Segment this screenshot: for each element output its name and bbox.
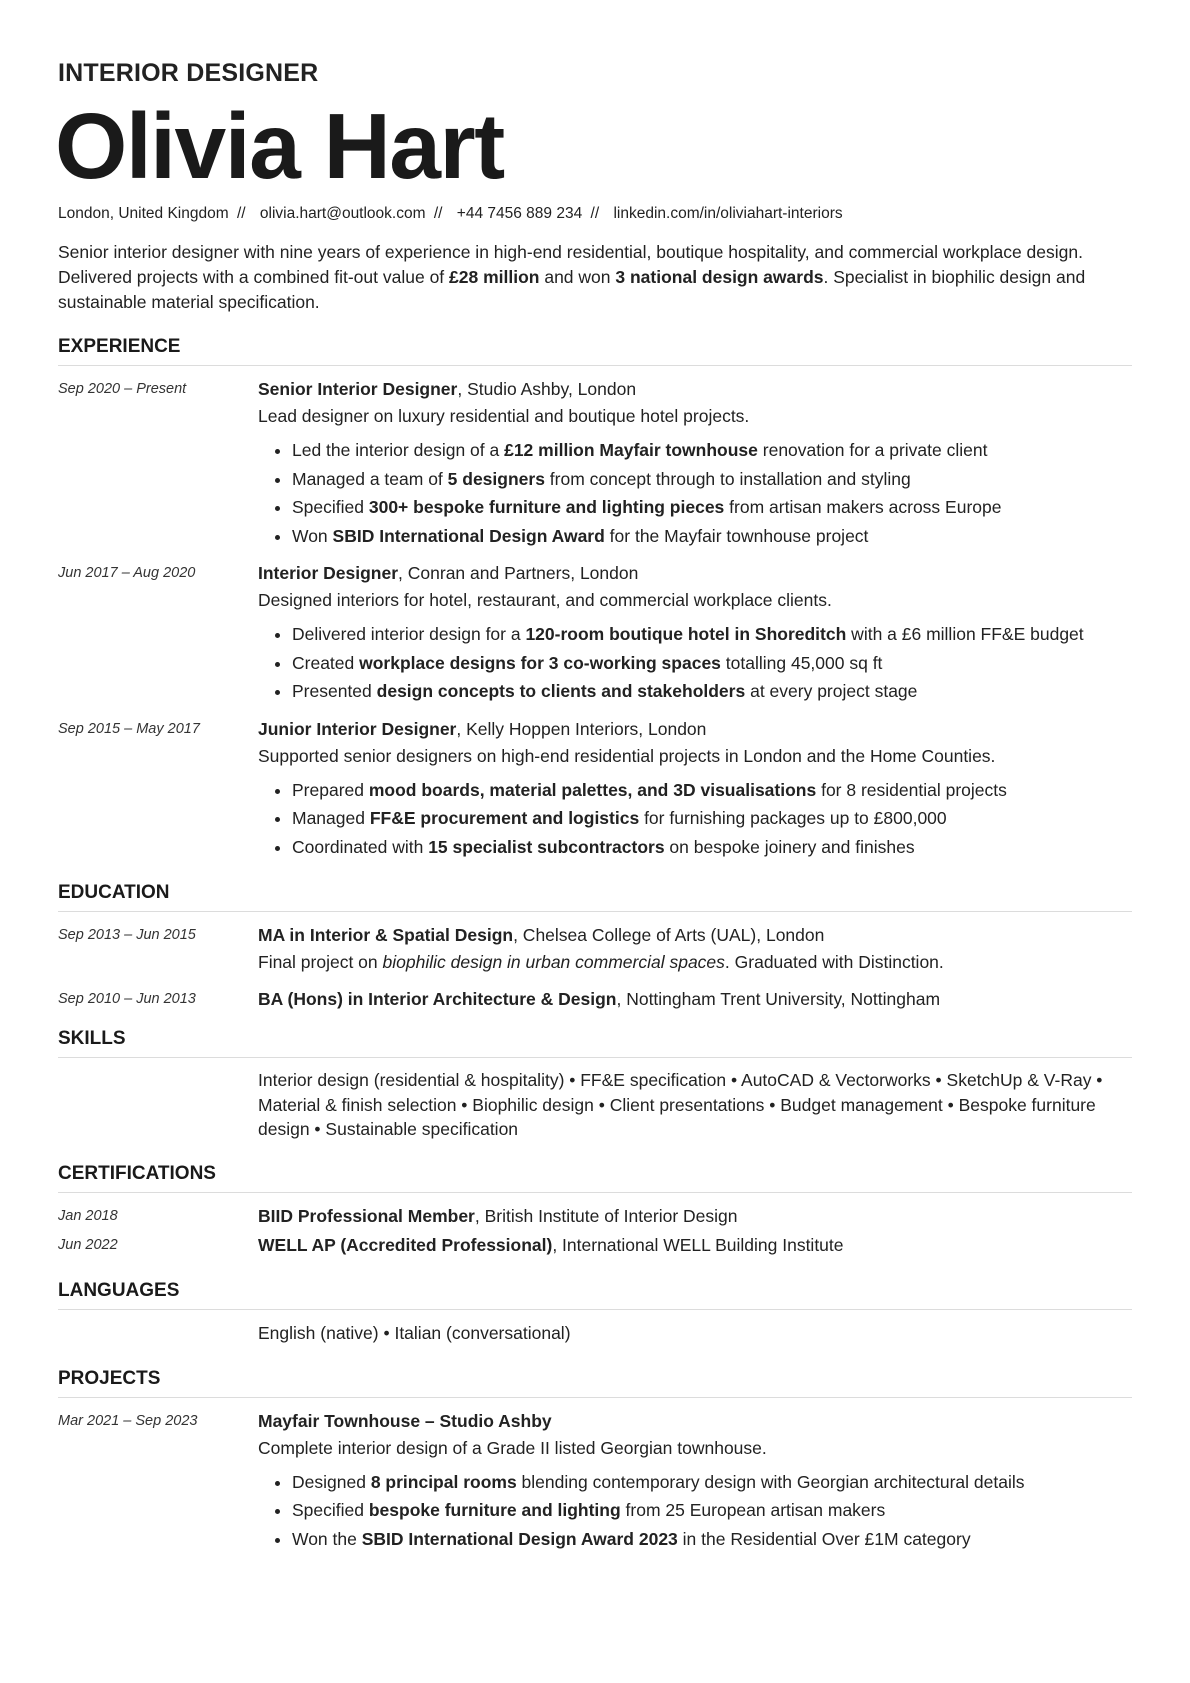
- entry-description: Complete interior design of a Grade II listed Georgian townhouse.: [258, 1437, 767, 1458]
- bullet-text: for 8 residential projects: [816, 779, 1007, 800]
- bullet-text: Prepared: [292, 779, 369, 800]
- experience-entry: [58, 716, 1132, 862]
- entry-date: Sep 2013 – Jun 2015: [58, 927, 196, 943]
- entry-date: Mar 2021 – Sep 2023: [58, 1412, 198, 1429]
- entry-date: Sep 2020 – Present: [58, 381, 187, 397]
- certification-org: , British Institute of Interior Design: [474, 1205, 738, 1226]
- bullet-highlight: workplace designs for 3 co-working spaces: [359, 652, 721, 673]
- bullet-text: renovation for a private client: [757, 440, 988, 460]
- bullet-highlight: 120-room boutique hotel in Shoreditch: [525, 624, 847, 644]
- bullet-text: Managed: [292, 808, 370, 828]
- section-title-certifications: CERTIFICATIONS: [58, 1162, 1132, 1193]
- certification-entry: [58, 1232, 1132, 1259]
- description-emphasis: biophilic design in urban commercial spaces: [382, 952, 725, 972]
- achievement-item: [292, 776, 1132, 805]
- entry-date: Jan 2018: [58, 1207, 118, 1224]
- entry-body: [258, 1408, 1132, 1554]
- entry-body: [258, 1232, 1132, 1259]
- entry-heading: [258, 716, 1132, 743]
- entry-date-empty: [58, 1320, 258, 1347]
- entry-body: [258, 560, 1132, 706]
- achievement-item: [292, 804, 1132, 833]
- entry-description: Designed interiors for hotel, restaurant, and commercial workplace clients.: [258, 590, 832, 610]
- bullet-text: totalling 45,000 sq ft: [720, 652, 883, 673]
- summary-text: Senior interior designer with nine years of experience in high-end residential, boutique hospitality, and commercial workplace design. Delivered projects with a combined fit-out value of: [58, 242, 1083, 287]
- bullet-text: from artisan makers across Europe: [724, 497, 1002, 517]
- entry-heading: [258, 376, 1132, 403]
- entry-org: , Nottingham Trent University, Nottingham: [616, 989, 941, 1009]
- languages-entry: [58, 1320, 1132, 1347]
- section-title-projects: PROJECTS: [58, 1367, 1132, 1398]
- profile-summary: [58, 240, 1138, 315]
- bullet-highlight: SBID International Design Award 2023: [361, 1528, 678, 1549]
- bullet-highlight: design concepts to clients and stakeholders: [376, 681, 746, 701]
- entry-role: Junior Interior Designer: [258, 718, 457, 739]
- education-section: [58, 881, 1132, 1013]
- skills-entry: [58, 1068, 1132, 1142]
- contact-location: London, United Kingdom: [58, 205, 229, 222]
- contact-email[interactable]: olivia.hart@outlook.com: [259, 205, 426, 222]
- entry-role: Interior Designer: [258, 563, 399, 583]
- achievement-item: [292, 677, 1132, 706]
- section-title-experience: EXPERIENCE: [58, 335, 1132, 366]
- contact-phone[interactable]: +44 7456 889 234: [456, 205, 583, 222]
- bullet-text: Managed a team of: [292, 468, 448, 489]
- certification-name: BIID Professional Member: [258, 1205, 475, 1226]
- bullet-highlight: SBID International Design Award: [332, 525, 605, 546]
- bullet-text: on bespoke joinery and finishes: [664, 836, 915, 857]
- bullet-text: from 25 European artisan makers: [620, 1500, 886, 1520]
- certification-entry: [58, 1203, 1132, 1230]
- entry-body: [258, 922, 1132, 976]
- contact-line: [58, 204, 1132, 224]
- candidate-name: Olivia Hart: [55, 94, 504, 198]
- bullet-text: Presented: [292, 681, 377, 701]
- entry-heading: [258, 560, 1132, 587]
- bullet-text: Led the interior design of a: [292, 440, 505, 460]
- certifications-section: [58, 1162, 1132, 1259]
- achievement-item: [292, 436, 1132, 465]
- bullet-text: Designed: [292, 1471, 371, 1492]
- certification-org: , International WELL Building Institute: [552, 1234, 844, 1255]
- entry-org: , Kelly Hoppen Interiors, London: [456, 718, 707, 739]
- projects-section: [58, 1367, 1132, 1554]
- summary-highlight: 3 national design awards: [615, 267, 824, 287]
- achievement-item: [292, 1496, 1132, 1525]
- achievement-item: [292, 649, 1132, 678]
- entry-date: Jun 2022: [58, 1236, 118, 1253]
- project-name: Mayfair Townhouse – Studio Ashby: [258, 1410, 552, 1431]
- bullet-text: Won the: [292, 1528, 362, 1549]
- achievement-list: [258, 436, 1132, 550]
- contact-separator: //: [236, 205, 246, 222]
- bullet-highlight: 15 specialist subcontractors: [428, 836, 665, 857]
- description-text: Final project on: [258, 952, 383, 972]
- entry-org: , Chelsea College of Arts (UAL), London: [513, 925, 825, 945]
- section-title-education: EDUCATION: [58, 881, 1132, 912]
- entry-body: [258, 1203, 1132, 1230]
- languages-list: English (native) • Italian (conversational): [258, 1322, 571, 1343]
- contact-separator: //: [433, 205, 443, 222]
- bullet-text: in the Residential Over £1M category: [677, 1528, 971, 1549]
- experience-entry: [58, 560, 1132, 706]
- summary-text: . Specialist in biophilic design and sustainable material specification.: [58, 267, 1086, 312]
- section-title-skills: SKILLS: [58, 1027, 1132, 1058]
- achievement-item: [292, 1468, 1132, 1497]
- bullet-highlight: 5 designers: [447, 468, 545, 489]
- project-entry: [58, 1408, 1132, 1554]
- entry-degree: MA in Interior & Spatial Design: [258, 925, 514, 945]
- achievement-list: [258, 620, 1132, 706]
- bullet-text: for the Mayfair townhouse project: [604, 525, 869, 546]
- contact-separator: //: [590, 205, 600, 222]
- entry-org: , Conran and Partners, London: [398, 563, 639, 583]
- bullet-text: Specified: [292, 497, 369, 517]
- entry-org: , Studio Ashby, London: [457, 379, 637, 399]
- achievement-item: [292, 522, 1132, 551]
- bullet-highlight: mood boards, material palettes, and 3D visualisations: [368, 779, 817, 800]
- bullet-text: at every project stage: [745, 681, 918, 701]
- bullet-highlight: 8 principal rooms: [370, 1471, 517, 1492]
- skills-section: [58, 1027, 1132, 1142]
- entry-date: Sep 2010 – Jun 2013: [58, 991, 196, 1007]
- achievement-item: [292, 465, 1132, 494]
- entry-body: [258, 376, 1132, 550]
- summary-highlight: £28 million: [449, 267, 540, 287]
- achievement-item: [292, 620, 1132, 649]
- entry-date: Sep 2015 – May 2017: [58, 720, 200, 737]
- bullet-text: Created: [292, 652, 360, 673]
- bullet-text: with a £6 million FF&E budget: [846, 624, 1084, 644]
- skills-list: Interior design (residential & hospitality) • FF&E specification • AutoCAD & Vectorworks • SketchUp & V-Ray • Material & finish selection • Biophilic design • Client presentations • Budget management • Bespoke furniture design • Sustainable specification: [258, 1070, 1103, 1139]
- entry-description: [258, 949, 1132, 976]
- entry-heading: [258, 922, 1132, 949]
- bullet-highlight: 300+ bespoke furniture and lighting pieces: [368, 497, 725, 517]
- achievement-item: [292, 1525, 1132, 1554]
- bullet-highlight: FF&E procurement and logistics: [369, 808, 640, 828]
- experience-entry: [58, 376, 1132, 550]
- bullet-text: from concept through to installation and styling: [544, 468, 911, 489]
- entry-heading: [258, 1408, 1132, 1435]
- bullet-text: Specified: [292, 1500, 369, 1520]
- achievement-list: [258, 776, 1132, 862]
- achievement-list: [258, 1468, 1132, 1554]
- experience-section: [58, 335, 1132, 861]
- description-text: . Graduated with Distinction.: [724, 952, 944, 972]
- entry-role: Senior Interior Designer: [258, 379, 458, 399]
- summary-text: and won: [539, 267, 616, 287]
- job-title: INTERIOR DESIGNER: [58, 59, 319, 87]
- entry-degree: BA (Hons) in Interior Architecture & Design: [258, 989, 617, 1009]
- education-entry: [58, 986, 1132, 1013]
- achievement-item: [292, 493, 1132, 522]
- entry-heading: [258, 986, 1132, 1013]
- entry-date: Jun 2017 – Aug 2020: [58, 565, 196, 581]
- bullet-text: Won: [292, 525, 333, 546]
- bullet-highlight: bespoke furniture and lighting: [368, 1500, 621, 1520]
- bullet-text: blending contemporary design with Georgian architectural details: [516, 1471, 1025, 1492]
- bullet-text: for furnishing packages up to £800,000: [639, 808, 947, 828]
- education-entry: [58, 922, 1132, 976]
- entry-body: [258, 716, 1132, 862]
- section-title-languages: LANGUAGES: [58, 1279, 1132, 1310]
- entry-description: Lead designer on luxury residential and boutique hotel projects.: [258, 406, 750, 426]
- certification-name: WELL AP (Accredited Professional): [258, 1234, 553, 1255]
- entry-description: Supported senior designers on high-end residential projects in London and the Home Counties.: [258, 745, 996, 766]
- bullet-text: Delivered interior design for a: [292, 624, 526, 644]
- entry-body: [258, 986, 1132, 1013]
- bullet-highlight: £12 million Mayfair townhouse: [504, 440, 758, 460]
- entry-date-empty: [58, 1068, 258, 1142]
- contact-linkedin[interactable]: linkedin.com/in/oliviahart-interiors: [613, 205, 843, 222]
- achievement-item: [292, 833, 1132, 862]
- languages-section: [58, 1279, 1132, 1347]
- bullet-text: Coordinated with: [292, 836, 429, 857]
